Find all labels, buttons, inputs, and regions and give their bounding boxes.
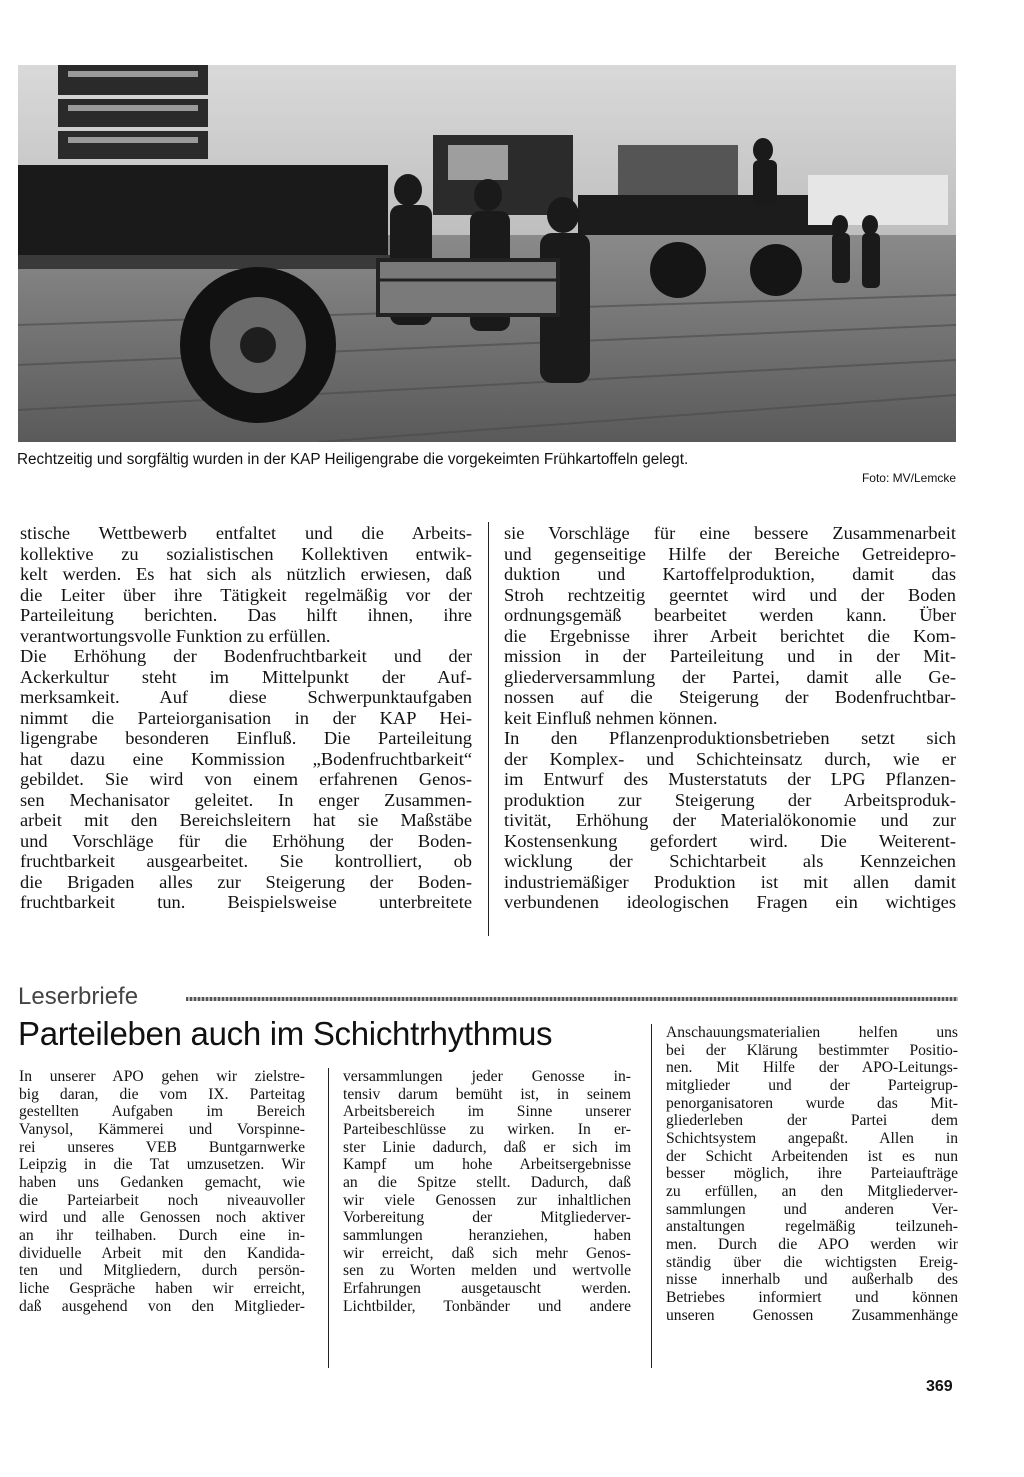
- section-rule: [186, 997, 958, 1001]
- text-line: mitglieder und der Parteigrup-: [666, 1076, 958, 1094]
- text-line: keit Einfluß nehmen können.: [504, 707, 718, 728]
- lower-column-2: [343, 1068, 631, 1315]
- text-line: Die Erhöhung der Bodenfruchtbarkeit und der: [20, 646, 472, 666]
- text-line: sie Vorschläge für eine bessere Zusammenarbeit: [504, 523, 956, 543]
- text-line: Kostensenkung gefordert wird. Die Weiterent-: [504, 830, 956, 851]
- text-line: Lichtbilder, Tonbänder und andere: [343, 1297, 631, 1315]
- text-line: Parteibeschlüsse zu wirken. In er-: [343, 1120, 631, 1138]
- text-line: gliederversammlung der Partei, damit alle Ge-: [504, 666, 956, 687]
- text-line: und gegenseitige Hilfe der Bereiche Getreidepro-: [504, 543, 956, 564]
- text-line: sen Mechanisator geleitet. In enger Zusammen-: [20, 789, 472, 810]
- text-line: an die Spitze stellt. Dadurch, daß: [343, 1173, 631, 1191]
- text-line: nimmt die Parteiorganisation in der KAP Hei-: [20, 707, 472, 728]
- text-line: unseren Genossen Zusammenhänge: [666, 1306, 958, 1324]
- text-line: und Vorschläge für die Erhöhung der Boden-: [20, 830, 472, 851]
- text-line: der Schicht Arbeitenden ist es nun: [666, 1147, 958, 1165]
- text-line: wicklung der Schichtarbeit als Kennzeichen: [504, 851, 956, 871]
- text-line: an ihr teilhaben. Durch eine in-: [19, 1226, 305, 1244]
- text-line: wir viele Genossen zur inhaltlichen: [343, 1191, 631, 1209]
- text-line: rei unseres VEB Buntgarnwerke: [19, 1138, 305, 1156]
- column-divider: [488, 522, 489, 936]
- text-line: Erfahrungen ausgetauscht werden.: [343, 1279, 631, 1297]
- text-line: versammlungen jeder Genosse in-: [343, 1068, 631, 1085]
- text-line: ordnungsgemäß bearbeitet werden kann. Über: [504, 605, 956, 625]
- text-line: sen zu Worten melden und wertvolle: [343, 1262, 631, 1280]
- text-line: bei der Klärung bestimmter Positio-: [666, 1041, 958, 1059]
- article-headline: Parteileben auch im Schichtrhythmus: [18, 1015, 553, 1052]
- lower-column-3: [666, 1024, 958, 1324]
- text-line: penorganisatoren wurde das Mit-: [666, 1094, 958, 1112]
- lower-column-1: [19, 1068, 305, 1315]
- text-line: daß ausgehend von den Mitglieder-: [19, 1297, 305, 1315]
- text-line: duktion und Kartoffelproduktion, damit das: [504, 564, 956, 584]
- upper-column-1: [20, 523, 472, 913]
- text-line: tivität, Erhöhung der Materialökonomie und zur: [504, 810, 956, 830]
- photo-caption: Rechtzeitig und sorgfältig wurden in der KAP Heiligengrabe die vorgekeimten Frühkartoffeln gelegt.: [17, 451, 689, 468]
- text-line: ständig über die wichtigsten Ereig-: [666, 1253, 958, 1271]
- text-line: liche Gespräche haben wir erreicht,: [19, 1279, 305, 1297]
- text-line: die Brigaden alles zur Steigerung der Boden-: [20, 871, 472, 892]
- text-line: verbundenen ideologischen Fragen ein wichtiges: [504, 892, 956, 912]
- text-line: besser möglich, ihre Parteiaufträge: [666, 1165, 958, 1183]
- text-line: nisse innerhalb und außerhalb des: [666, 1271, 958, 1289]
- text-line: wird und alle Genossen noch aktiver: [19, 1209, 305, 1227]
- text-line: sammlungen und anderen Ver-: [666, 1200, 958, 1218]
- text-line: Kampf um hohe Arbeitsergebnisse: [343, 1156, 631, 1174]
- column-divider: [328, 1068, 329, 1368]
- text-line: anstaltungen regelmäßig teilzuneh-: [666, 1218, 958, 1236]
- text-line: arbeit mit den Bereichsleitern hat sie Maßstäbe: [20, 810, 472, 830]
- text-line: In den Pflanzenproduktionsbetrieben setzt sich: [504, 728, 956, 748]
- text-line: kollektive zu sozialistischen Kollektiven entwik-: [20, 543, 472, 564]
- text-line: die Leiter über ihre Tätigkeit regelmäßig vor der: [20, 584, 472, 605]
- upper-column-2: [504, 523, 956, 913]
- text-line: Betriebes informiert und können: [666, 1288, 958, 1306]
- text-line: industriemäßiger Produktion ist mit allen damit: [504, 871, 956, 892]
- photo-credit: Foto: MV/Lemcke: [861, 471, 956, 485]
- text-line: haben uns Gedanken gemacht, wie: [19, 1173, 305, 1191]
- text-line: sammlungen heranziehen, haben: [343, 1226, 631, 1244]
- text-line: nossen auf die Steigerung der Bodenfruchtbar-: [504, 687, 956, 707]
- column-divider: [651, 1024, 652, 1368]
- text-line: die Ergebnisse ihrer Arbeit berichtet die Kom-: [504, 625, 956, 646]
- text-line: ster Linie dadurch, daß er sich im: [343, 1138, 631, 1156]
- photo-illustration: [18, 65, 956, 442]
- text-line: Arbeitsbereich im Sinne unserer: [343, 1103, 631, 1121]
- page-number: 369: [926, 1378, 953, 1395]
- text-line: Schichtsystem angepaßt. Allen in: [666, 1129, 958, 1147]
- text-line: ten und Mitgliedern, durch persön-: [19, 1262, 305, 1280]
- text-line: gestellten Aufgaben im Bereich: [19, 1103, 305, 1121]
- text-line: verantwortungsvolle Funktion zu erfüllen.: [20, 625, 331, 646]
- text-line: produktion zur Steigerung der Arbeitsproduk-: [504, 789, 956, 810]
- text-line: Stroh rechtzeitig geerntet wird und der Boden: [504, 584, 956, 605]
- text-line: kelt werden. Es hat sich als nützlich erwiesen, daß: [20, 564, 472, 584]
- text-line: Leipzig in die Tat umzusetzen. Wir: [19, 1156, 305, 1174]
- text-line: stische Wettbewerb entfaltet und die Arbeits-: [20, 523, 472, 543]
- text-line: dividuelle Arbeit mit den Kandida-: [19, 1244, 305, 1262]
- text-line: Ackerkultur steht im Mittelpunkt der Auf-: [20, 666, 472, 687]
- text-line: In unserer APO gehen wir zielstre-: [19, 1068, 305, 1085]
- text-line: hat dazu eine Kommission „Bodenfruchtbarkeit“: [20, 748, 472, 769]
- text-line: ligengrabe besonderen Einfluß. Die Parteileitung: [20, 728, 472, 748]
- text-line: men. Durch die APO werden wir: [666, 1235, 958, 1253]
- text-line: zu erfüllen, an den Mitgliederver-: [666, 1182, 958, 1200]
- text-line: nen. Mit Hilfe der APO-Leitungs-: [666, 1059, 958, 1077]
- text-line: gliederleben der Partei dem: [666, 1112, 958, 1130]
- text-line: Parteileitung berichten. Das hilft ihnen, ihre: [20, 605, 472, 625]
- text-line: tensiv darum bemüht ist, in seinem: [343, 1085, 631, 1103]
- text-line: gebildet. Sie wird von einem erfahrenen Genos-: [20, 769, 472, 789]
- text-line: merksamkeit. Auf diese Schwerpunktaufgaben: [20, 687, 472, 707]
- text-line: Anschauungsmaterialien helfen uns: [666, 1024, 958, 1041]
- text-line: mission in der Parteileitung und in der Mit-: [504, 646, 956, 666]
- text-line: big daran, die vom IX. Parteitag: [19, 1085, 305, 1103]
- text-line: der Komplex- und Schichteinsatz durch, wie er: [504, 748, 956, 769]
- text-line: im Entwurf des Musterstatuts der LPG Pflanzen-: [504, 769, 956, 789]
- text-line: Vanysol, Kämmerei und Vorspinne-: [19, 1120, 305, 1138]
- text-line: fruchtbarkeit ausgearbeitet. Sie kontrolliert, ob: [20, 851, 472, 871]
- text-line: die Parteiarbeit noch niveauvoller: [19, 1191, 305, 1209]
- section-label: Leserbriefe: [18, 983, 139, 1010]
- text-line: fruchtbarkeit tun. Beispielsweise unterbreitete: [20, 892, 472, 912]
- text-line: Vorbereitung der Mitgliederver-: [343, 1209, 631, 1227]
- photo-potato-planting: [18, 65, 956, 442]
- text-line: wir erreicht, daß sich mehr Genos-: [343, 1244, 631, 1262]
